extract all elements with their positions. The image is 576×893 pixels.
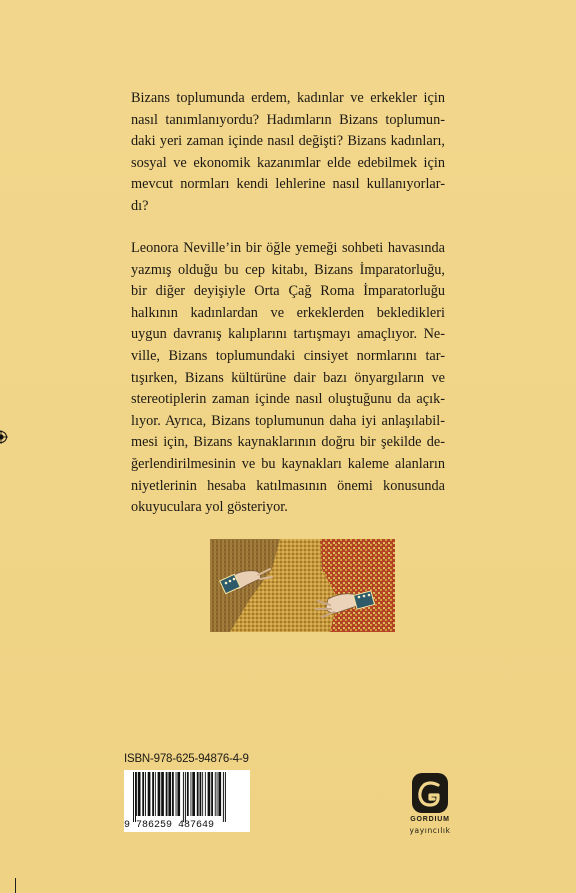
barcode-bar	[217, 772, 218, 816]
blurb-line: yazmış olduğu bu cep kitabı, Bizans İmparatorluğu,	[131, 261, 445, 278]
barcode-bar	[223, 772, 224, 822]
barcode-bar	[135, 772, 136, 822]
publisher-subtitle: yayıncılık	[409, 826, 451, 835]
registration-mark-icon	[0, 430, 8, 444]
barcode-bar	[145, 772, 146, 816]
barcode-bar	[177, 772, 180, 816]
blurb-line: Leonora Neville’in bir öğle yemeği sohbeti havasında	[131, 240, 445, 256]
barcode-bar	[202, 772, 203, 816]
barcode-bar	[176, 772, 177, 816]
barcode-bars	[124, 770, 250, 822]
blurb-line: uygun davranış kalıplarını tartışmayı amaçlıyor. Ne-	[131, 326, 445, 343]
blurb-line: bir diğer deyişiyle Orta Çağ Roma İmparatorluğu	[131, 283, 445, 300]
crop-mark	[15, 878, 16, 893]
blurb-line: stereotiplerin zaman içinde nasıl oluştuğunu da açık-	[131, 391, 445, 408]
barcode-bar	[183, 772, 184, 822]
barcode-bar	[148, 772, 151, 816]
blurb-line: daki yeri zaman içinde nasıl değişti? Bizans kadınları,	[131, 133, 445, 150]
barcode-bar	[200, 772, 202, 816]
blurb-line: lıyor. Ayrıca, Bizans toplumunun daha iyi anlaşılabil-	[131, 412, 445, 429]
barcode-bar	[211, 772, 213, 816]
barcode-bar	[136, 772, 137, 816]
barcode-bar	[191, 772, 192, 816]
barcode-bar	[197, 772, 199, 816]
barcode-bar	[208, 772, 211, 816]
barcode-bar	[218, 772, 221, 816]
barcode-bar	[225, 772, 226, 822]
barcode-bar	[168, 772, 171, 816]
blurb-line: nasıl tanımlanıyordu? Hadımların Bizans toplumun-	[131, 111, 445, 128]
blurb-line: mesi için, Bizans kaynaklarının doğru bir şekilde de-	[131, 434, 445, 451]
blurb-line: ville, Bizans toplumundaki cinsiyet normlarını tar-	[131, 347, 445, 364]
barcode-bar	[142, 772, 144, 816]
barcode-bar	[138, 772, 141, 816]
barcode-bar	[172, 772, 174, 816]
barcode-bar	[166, 772, 168, 816]
barcode-bar	[133, 772, 134, 822]
blurb-line: mevcut normları kendi lehlerine nasıl kullanıyorlar-	[131, 176, 445, 193]
blurb-line: dı?	[131, 197, 149, 214]
blurb-line: okuyuculara yol gösteriyor.	[131, 499, 288, 516]
barcode-bar	[155, 772, 156, 816]
blurb-line: tışırken, Bizans kültürüne dair bazı önyargıların ve	[131, 369, 445, 386]
barcode-bar	[215, 772, 216, 816]
barcode-bar	[185, 772, 186, 822]
byzantine-mosaic-image	[210, 539, 395, 632]
barcode-bar	[192, 772, 195, 816]
publisher-name: GORDIUM	[410, 816, 450, 823]
blurb-line: ğerlendirilmesinin ve bu kaynakları kaleme alanların	[131, 455, 445, 472]
barcode-bar	[187, 772, 189, 816]
barcode-bar	[161, 772, 164, 816]
blurb-line: Bizans toplumunda erdem, kadınlar ve erkekler için	[131, 90, 445, 106]
barcode	[124, 770, 250, 832]
blurb-paragraph-1	[131, 88, 445, 218]
blurb-line: sosyal ve ekonomik kazanımlar elde edebilmek için	[131, 154, 445, 171]
barcode-bar	[152, 772, 154, 816]
barcode-bar	[158, 772, 161, 816]
barcode-digits: 9 786259 487649	[124, 820, 215, 831]
blurb-line: halkının kadınlardan ve erkeklerden bekledikleri	[131, 304, 445, 321]
blurb-line: niyetlerinin hesaba katılmasının önemi konusunda	[131, 477, 445, 494]
isbn-label: ISBN-978-625-94876-4-9	[124, 753, 249, 765]
barcode-bar	[205, 772, 206, 816]
blurb-paragraph-2	[131, 238, 445, 519]
